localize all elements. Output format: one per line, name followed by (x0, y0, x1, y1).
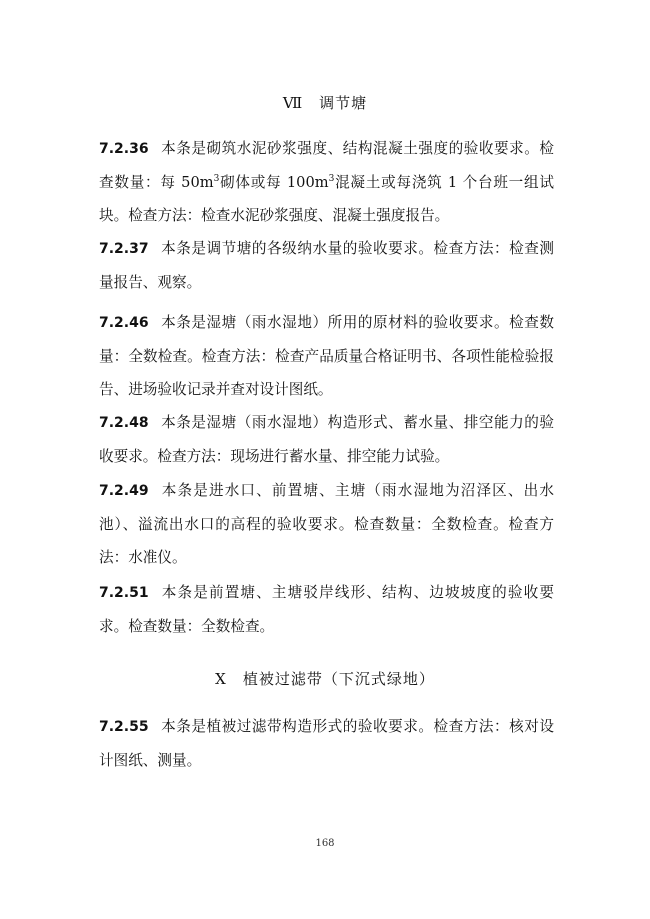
clause-number: 7.2.48 (99, 415, 149, 431)
superscript-cubic: 3 (213, 174, 220, 185)
clause-7-2-46 (99, 306, 554, 406)
page-number: 168 (315, 838, 335, 849)
section-heading-regulating-pond: Ⅶ 调节塘 (282, 94, 368, 112)
section-heading-vegetated-filter-strip: Ⅹ 植被过滤带（下沉式绿地） (215, 670, 435, 688)
clause-text-part1: 本条是砌筑水泥砂浆强度、结构混凝土强度的验收要求。检查数量：每 50m (99, 140, 554, 191)
clause-text: 本条是湿塘（雨水湿地）构造形式、蓄水量、排空能力的验收要求。检查方法：现场进行蓄水量、排空能力试验。 (99, 414, 554, 465)
superscript-cubic: 3 (328, 174, 335, 185)
clause-text-part3: 混凝土或每浇筑 1 个台班一组试块。检查方法：检查水泥砂浆强度、混凝土强度报告。 (99, 174, 554, 224)
clause-7-2-36 (99, 132, 554, 232)
clause-text: 本条是植被过滤带构造形式的验收要求。检查方法：核对设计图纸、测量。 (99, 718, 554, 769)
clause-text: 本条是前置塘、主塘驳岸线形、结构、边坡坡度的验收要求。检查数量：全数检查。 (99, 584, 554, 635)
clause-7-2-55 (99, 710, 554, 777)
clause-7-2-49 (99, 474, 554, 574)
clause-text: 本条是调节塘的各级纳水量的验收要求。检查方法：检查测量报告、观察。 (99, 240, 554, 291)
clause-number: 7.2.55 (99, 719, 149, 735)
clause-7-2-51 (99, 576, 554, 643)
clause-number: 7.2.36 (99, 141, 149, 157)
clause-7-2-48 (99, 406, 554, 473)
clause-text-part2: 砌体或每 100m (219, 174, 329, 191)
clause-number: 7.2.51 (99, 585, 149, 601)
clause-number: 7.2.46 (99, 315, 149, 331)
clause-7-2-37 (99, 232, 554, 299)
clause-text: 本条是进水口、前置塘、主塘（雨水湿地为沼泽区、出水池）、溢流出水口的高程的验收要求。检查数量：全数检查。检查方法：水准仪。 (99, 482, 554, 566)
clause-number: 7.2.37 (99, 241, 149, 257)
clause-number: 7.2.49 (99, 483, 149, 499)
clause-text: 本条是湿塘（雨水湿地）所用的原材料的验收要求。检查数量：全数检查。检查方法：检查产品质量合格证明书、各项性能检验报告、进场验收记录并查对设计图纸。 (99, 314, 554, 398)
